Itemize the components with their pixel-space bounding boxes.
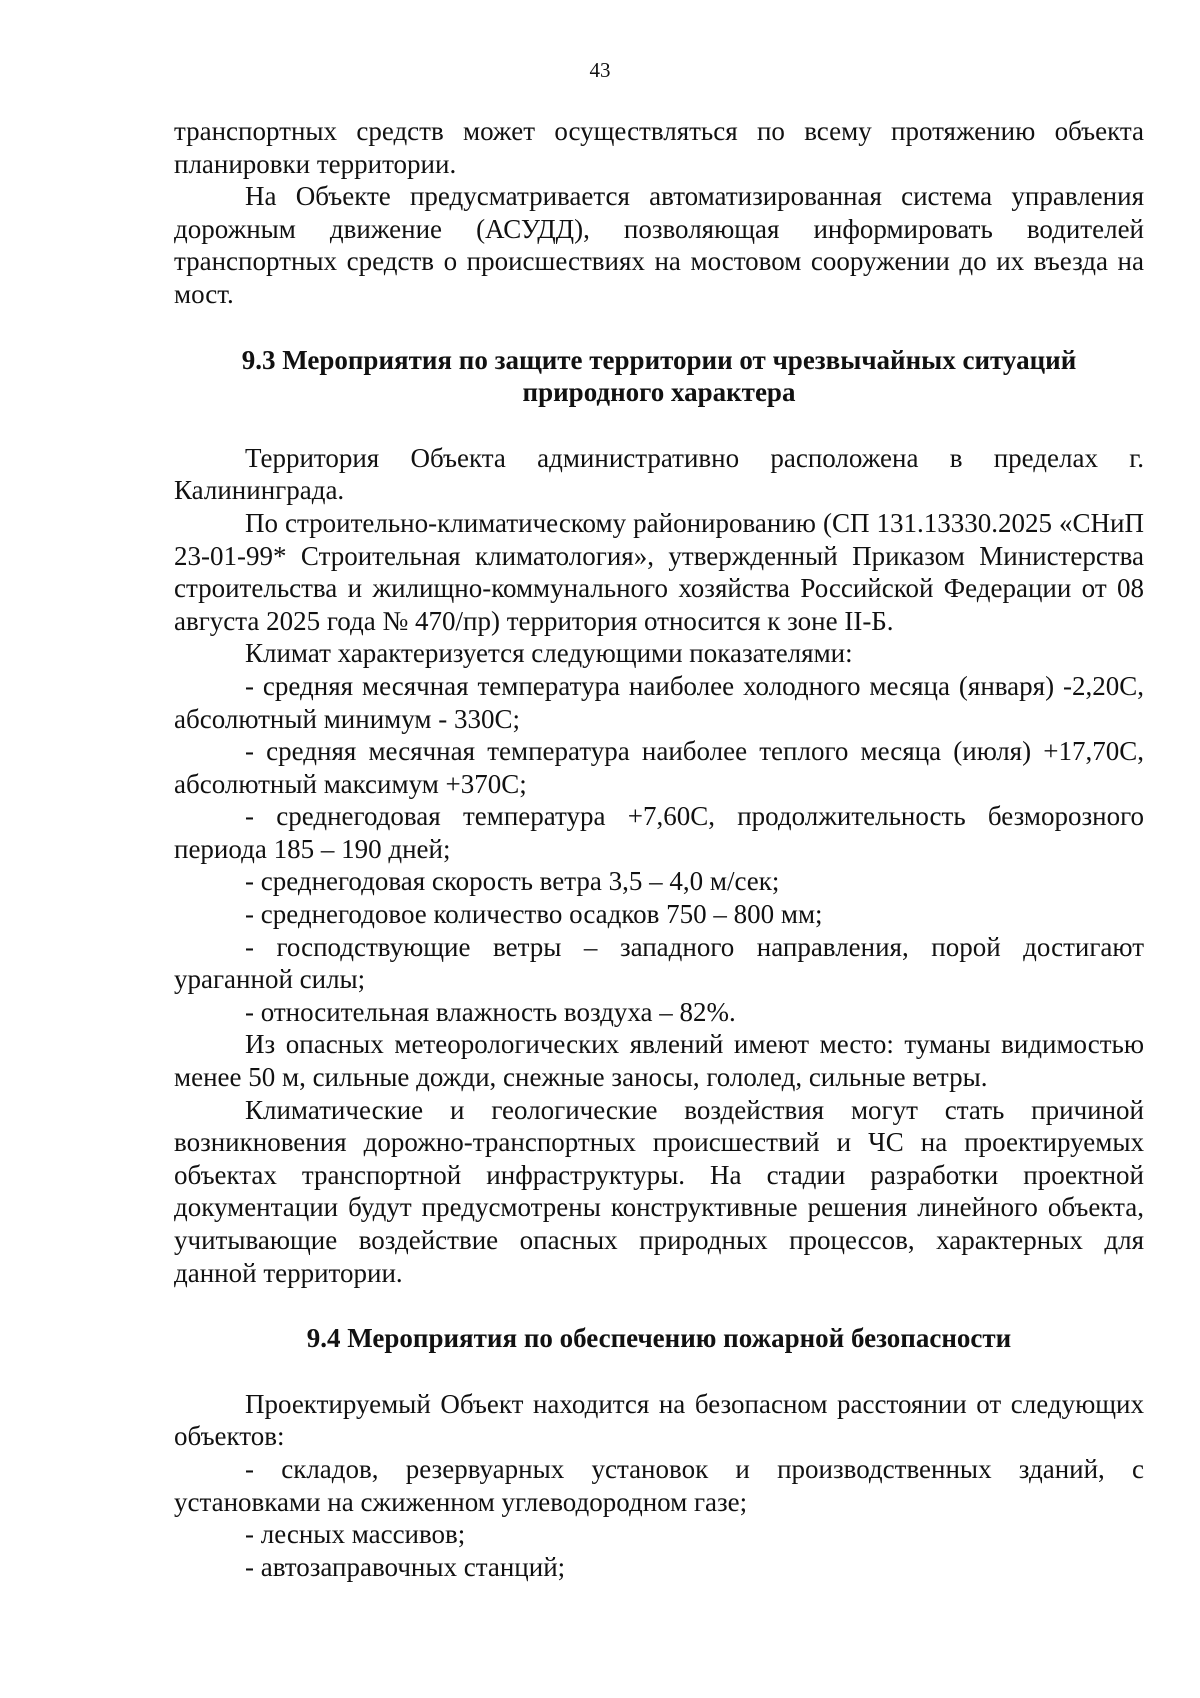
list-item: - складов, резервуарных установок и производственных зданий, с установками на сжиженном углеводородном газе; (174, 1453, 1144, 1517)
spacer (174, 1289, 1144, 1322)
spacer (174, 409, 1144, 442)
paragraph: Климатические и геологические воздействия могут стать причиной возникновения дорожно-транспортных происшествий и ЧС на проектируемых объектах транспортной инфраструктуры. На стадии разработки проектной документации будут предусмотрены конструктивные решения линейного объекта, учитывающие воздействие опасных природных процессов, характерных для данной территории. (174, 1094, 1144, 1288)
document-body (174, 115, 1144, 1583)
list-item: - автозаправочных станций; (245, 1551, 566, 1582)
page-number: 43 (589, 58, 611, 82)
paragraph: Из опасных метеорологических явлений имеют место: туманы видимостью менее 50 м, сильные дожди, снежные заносы, гололед, сильные ветры. (174, 1029, 1144, 1093)
spacer (174, 1355, 1144, 1388)
list-item: - относительная влажность воздуха – 82%. (245, 996, 736, 1027)
list-item: - господствующие ветры – западного направления, порой достигают ураганной силы; (174, 931, 1144, 995)
section-heading-9-3: 9.3 Мероприятия по защите территории от чрезвычайных ситуаций природного характера (241, 344, 1077, 408)
list-item: - средняя месячная температура наиболее холодного месяца (января) -2,20С, абсолютный минимум - 330С; (174, 670, 1144, 734)
spacer (174, 311, 1144, 344)
paragraph: транспортных средств может осуществляться по всему протяжению объекта планировки территории. (174, 116, 1144, 179)
list-item: - среднегодовая скорость ветра 3,5 – 4,0 м/сек; (245, 866, 780, 897)
list-item: - лесных массивов; (245, 1519, 466, 1550)
paragraph: Климат характеризуется следующими показателями: (245, 638, 853, 669)
paragraph: На Объекте предусматривается автоматизированная система управления дорожным движение (АСУДД), позволяющая информировать водителей транспортных средств о происшествиях на мостовом сооружении до их въезда на мост. (174, 181, 1144, 309)
paragraph: По строительно-климатическому районированию (СП 131.13330.2025 «СНиП 23-01-99* Строительная климатология», утвержденный Приказом Министерства строительства и жилищно-коммунального хозяйства Российской Федерации от 08 августа 2025 года № 470/пр) территория относится к зоне II-Б. (174, 507, 1144, 636)
paragraph: Территория Объекта административно расположена в пределах г. Калининграда. (174, 442, 1144, 506)
list-item: - среднегодовое количество осадков 750 – 800 мм; (245, 899, 823, 930)
list-item: - средняя месячная температура наиболее теплого месяца (июля) +17,70С, абсолютный максимум +370С; (174, 736, 1144, 799)
paragraph: Проектируемый Объект находится на безопасном расстоянии от следующих объектов: (174, 1388, 1144, 1452)
list-item: - среднегодовая температура +7,60С, продолжительность безморозного периода 185 – 190 дней; (174, 801, 1144, 864)
section-heading-9-4: 9.4 Мероприятия по обеспечению пожарной безопасности (306, 1323, 1012, 1354)
